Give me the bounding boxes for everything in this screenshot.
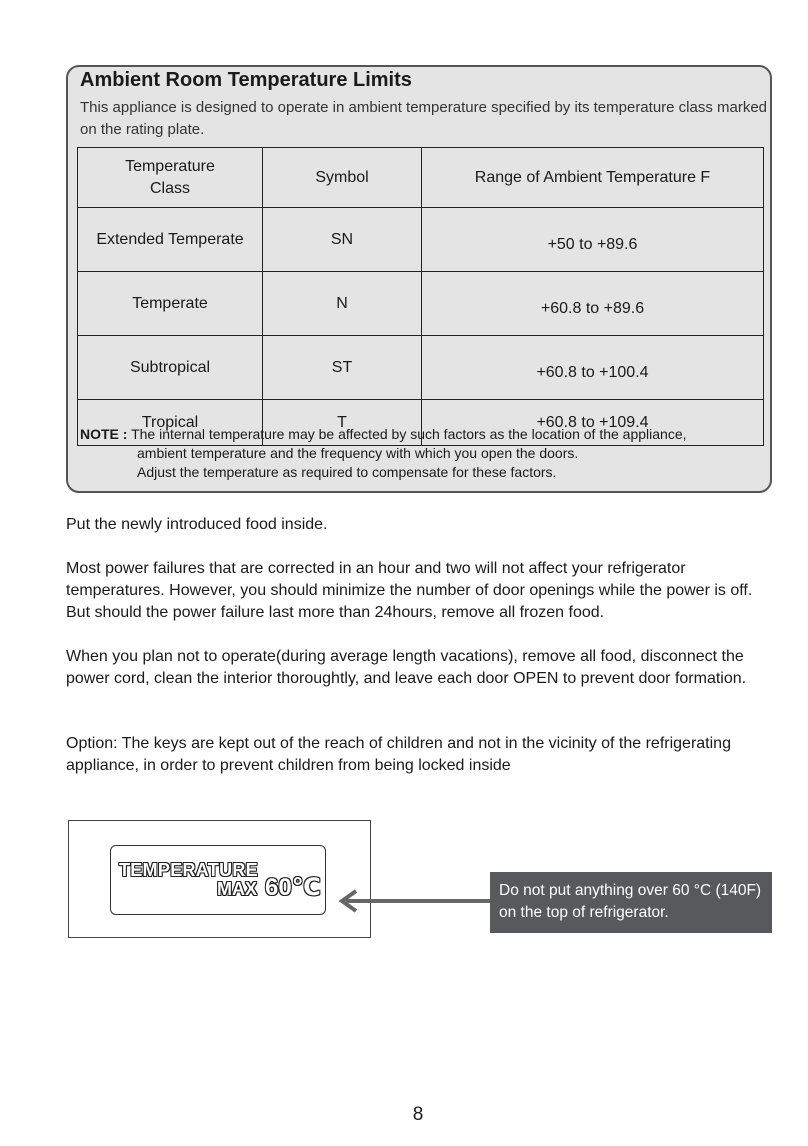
note-text-1: The internal temperature may be affected by such factors as the location of the appliance,	[131, 426, 687, 442]
label-value: 60℃	[265, 874, 321, 901]
header-temperature-class	[78, 148, 263, 208]
cell-class: Temperate	[78, 272, 263, 336]
box-intro: This appliance is designed to operate in ambient temperature specified by its temperature class marked on the rating plate.	[80, 99, 768, 138]
cell-range: +60.8 to +109.4	[422, 400, 764, 446]
cell-class: Extended Temperate	[78, 208, 263, 272]
note-label: NOTE :	[80, 426, 128, 442]
note	[80, 425, 770, 482]
temperature-limits-box	[66, 65, 772, 493]
header-temperature-class-text: Temperature Class	[125, 157, 215, 197]
label-word: TEMPERATURE	[119, 860, 258, 880]
max-temperature-label	[110, 845, 326, 915]
cell-range: +60.8 to +89.6	[422, 272, 764, 336]
cell-symbol: N	[263, 272, 422, 336]
cell-range: +50 to +89.6	[422, 208, 764, 272]
table-row	[78, 272, 764, 336]
paragraph-vacation: When you plan not to operate(during average length vacations), remove all food, disconnect the power cord, clean the interior thoroughtly, and leave each door OPEN to prevent door formation.	[66, 648, 747, 687]
paragraph-keys-option: Option: The keys are kept out of the reach of children and not in the vicinity of the refrigerating appliance, in order to prevent children from being locked inside	[66, 735, 731, 774]
table-header-row	[78, 148, 764, 208]
label-max: MAX	[217, 879, 257, 899]
cell-range: +60.8 to +100.4	[422, 336, 764, 400]
cell-class: Subtropical	[78, 336, 263, 400]
cell-symbol: SN	[263, 208, 422, 272]
header-symbol: Symbol	[263, 148, 422, 208]
refrigerator-top-illustration	[68, 820, 371, 938]
paragraph-new-food: Put the newly introduced food inside.	[66, 516, 328, 533]
cell-symbol: ST	[263, 336, 422, 400]
arrow-left-icon	[336, 885, 492, 917]
note-line-1	[80, 425, 770, 444]
paragraph-power-failure: Most power failures that are corrected in an hour and two will not affect your refrigerator temperatures. However, you should minimize the number of door openings while the power is off. But should the power failure last more than 24hours, remove all frozen food.	[66, 560, 753, 621]
temperature-class-table	[77, 147, 764, 446]
cell-class: Tropical	[78, 400, 263, 446]
note-line-3: Adjust the temperature as required to compensate for these factors.	[137, 464, 557, 480]
box-title: Ambient Room Temperature Limits	[80, 69, 412, 91]
page-number: 8	[412, 1104, 424, 1125]
note-line-2: ambient temperature and the frequency with which you open the doors.	[137, 445, 579, 461]
table-row	[78, 208, 764, 272]
table-row	[78, 336, 764, 400]
cell-symbol: T	[263, 400, 422, 446]
callout-warning: Do not put anything over 60 °C (140F) on the top of refrigerator.	[490, 872, 772, 933]
header-range: Range of Ambient Temperature F	[422, 148, 764, 208]
